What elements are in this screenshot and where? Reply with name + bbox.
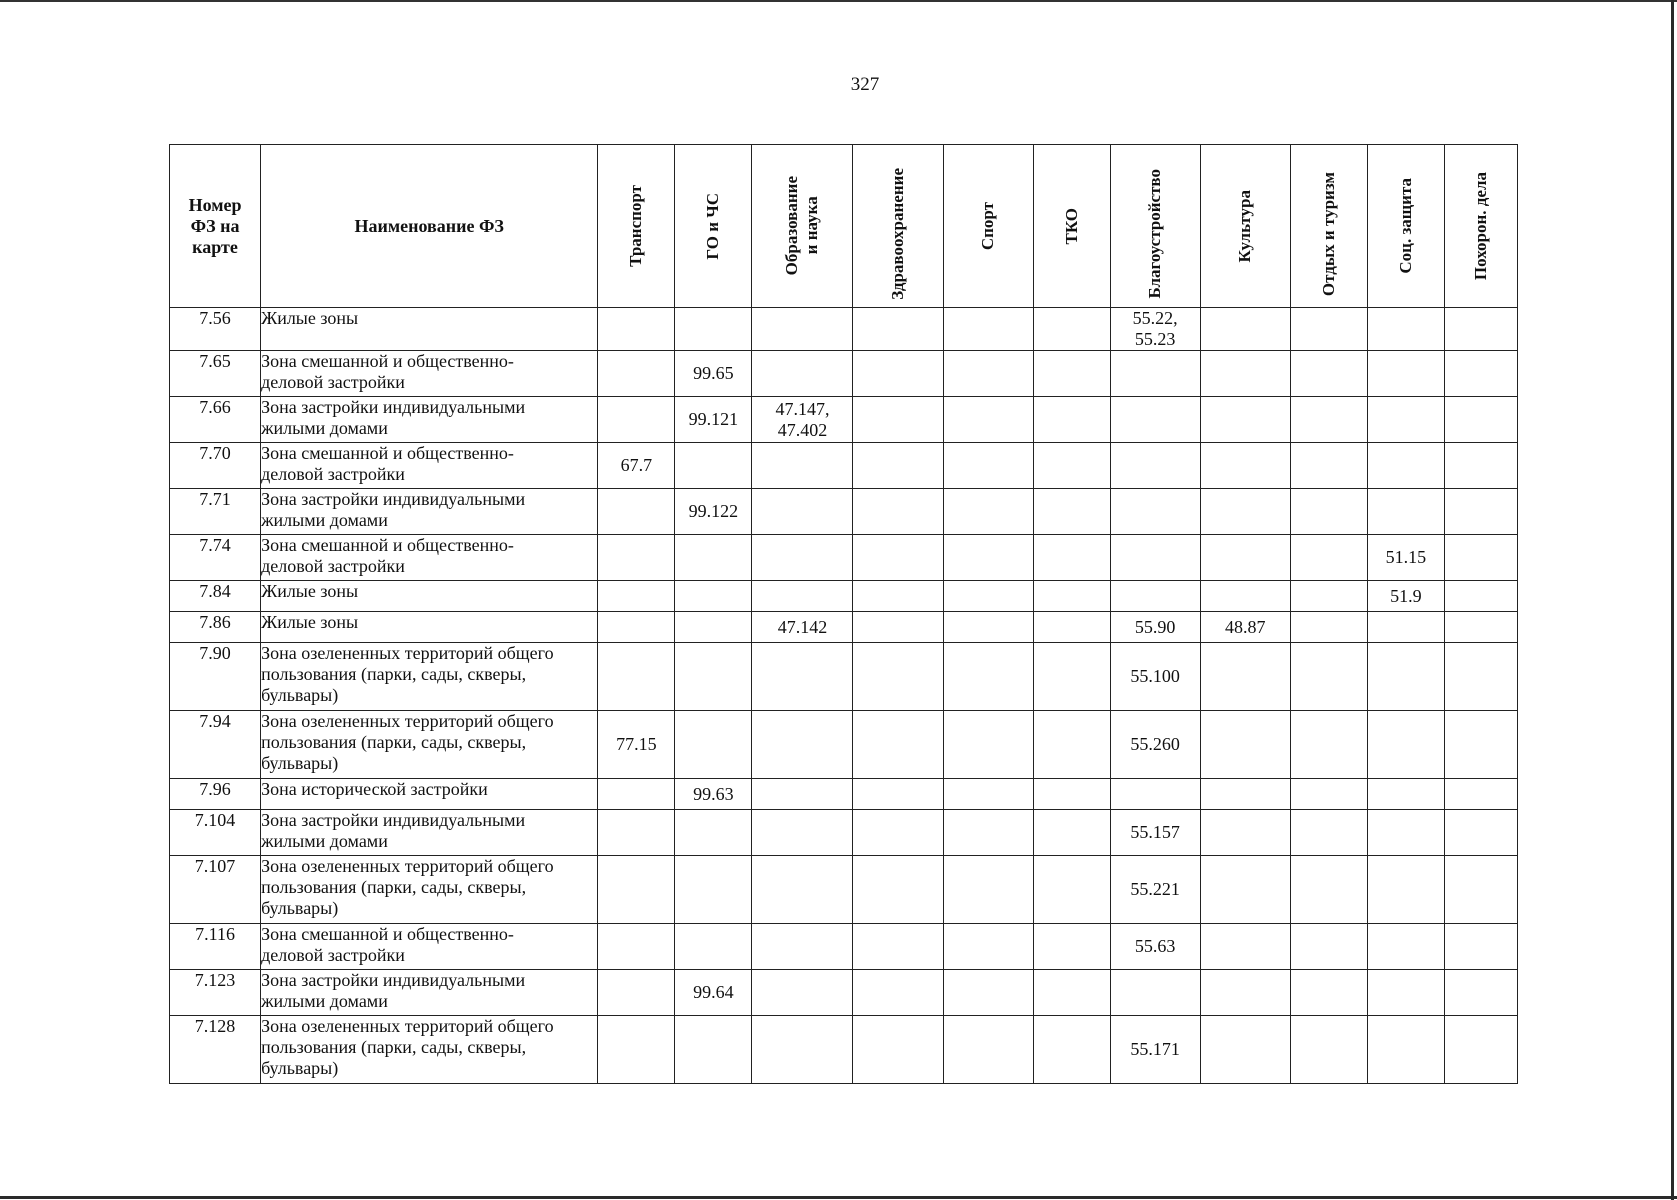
zone-number-cell: 7.123	[170, 970, 261, 1016]
value-cell	[752, 970, 853, 1016]
zone-name-line: Зона смешанной и общественно-	[261, 535, 514, 555]
value-cell	[1444, 779, 1517, 810]
value-cell	[853, 711, 943, 779]
value-cell	[1290, 351, 1367, 397]
value-cell	[1110, 581, 1200, 612]
value-cell	[1200, 535, 1290, 581]
zone-number-cell: 7.86	[170, 612, 261, 643]
value-cell	[1200, 308, 1290, 351]
value-cell	[1367, 711, 1444, 779]
value-cell: 47.142	[752, 612, 853, 643]
value-cell: 55.90	[1110, 612, 1200, 643]
value-cell	[1290, 856, 1367, 924]
zone-name-cell	[261, 924, 598, 970]
value-cell	[1367, 612, 1444, 643]
value-cell	[853, 535, 943, 581]
page-number: 327	[850, 74, 880, 95]
zone-name-cell	[261, 308, 598, 351]
zone-name-cell	[261, 1016, 598, 1084]
value-cell	[1033, 535, 1110, 581]
value-cell	[598, 779, 675, 810]
zone-name-cell	[261, 711, 598, 779]
value-cell	[675, 643, 752, 711]
value-cell	[1200, 711, 1290, 779]
zone-number-cell: 7.74	[170, 535, 261, 581]
value-cell	[943, 489, 1033, 535]
value-cell	[1200, 924, 1290, 970]
value-cell	[1444, 810, 1517, 856]
value-cell: 99.63	[675, 779, 752, 810]
value-cell	[1444, 581, 1517, 612]
value-cell	[943, 308, 1033, 351]
value-cell	[752, 779, 853, 810]
zone-name-line: Зона озелененных территорий общего	[261, 711, 554, 731]
value-cell	[1110, 443, 1200, 489]
zone-name-cell	[261, 779, 598, 810]
value-cell	[675, 581, 752, 612]
value-cell	[943, 711, 1033, 779]
value-cell	[1033, 856, 1110, 924]
header-map-number: Номер ФЗ на карте	[170, 145, 261, 308]
value-cell	[1110, 779, 1200, 810]
header-healthcare: Здравоохранение	[853, 145, 943, 308]
value-cell	[1367, 489, 1444, 535]
value-cell	[675, 443, 752, 489]
value-cell	[752, 643, 853, 711]
table-row	[170, 612, 1518, 643]
value-cell	[1110, 970, 1200, 1016]
value-cell	[1200, 443, 1290, 489]
zone-number-cell: 7.56	[170, 308, 261, 351]
zone-number-cell: 7.104	[170, 810, 261, 856]
zone-name-line: Зона застройки индивидуальными	[261, 397, 526, 417]
value-cell: 77.15	[598, 711, 675, 779]
zone-number-cell: 7.96	[170, 779, 261, 810]
zone-number-cell: 7.84	[170, 581, 261, 612]
value-cell: 51.9	[1367, 581, 1444, 612]
value-cell	[1110, 351, 1200, 397]
value-cell	[1200, 397, 1290, 443]
value-cell	[1290, 308, 1367, 351]
table-row	[170, 779, 1518, 810]
zone-name-line: Зона озелененных территорий общего	[261, 856, 554, 876]
value-cell: 99.64	[675, 970, 752, 1016]
zone-name-line: Жилые зоны	[261, 308, 359, 328]
value-cell	[853, 351, 943, 397]
zone-name-line: бульвары)	[261, 1058, 339, 1078]
value-cell	[1367, 856, 1444, 924]
value-cell	[752, 711, 853, 779]
zone-name-line: Зона смешанной и общественно-	[261, 924, 514, 944]
value-cell	[1200, 970, 1290, 1016]
header-funeral-services: Похорон. дела	[1444, 145, 1517, 308]
zone-name-cell	[261, 535, 598, 581]
value-cell: 48.87	[1200, 612, 1290, 643]
zone-name-cell	[261, 612, 598, 643]
value-cell	[1290, 443, 1367, 489]
value-cell	[1367, 924, 1444, 970]
value-cell	[1367, 397, 1444, 443]
value-cell	[1033, 643, 1110, 711]
zone-name-line: жилыми домами	[261, 510, 388, 530]
zone-number-cell: 7.70	[170, 443, 261, 489]
value-cell	[1200, 581, 1290, 612]
value-cell	[1290, 581, 1367, 612]
header-landscaping: Благоустройство	[1110, 145, 1200, 308]
value-cell	[1033, 1016, 1110, 1084]
zone-name-line: пользования (парки, сады, скверы,	[261, 732, 527, 752]
value-cell	[853, 970, 943, 1016]
zone-number-cell: 7.66	[170, 397, 261, 443]
value-cell	[1290, 970, 1367, 1016]
zone-name-line: Зона озелененных территорий общего	[261, 643, 554, 663]
value-cell	[853, 856, 943, 924]
value-cell	[1367, 351, 1444, 397]
zone-name-line: пользования (парки, сады, скверы,	[261, 877, 527, 897]
table-row	[170, 581, 1518, 612]
table-body	[170, 308, 1518, 1084]
value-cell	[1367, 443, 1444, 489]
value-cell: 67.7	[598, 443, 675, 489]
value-cell	[1367, 1016, 1444, 1084]
value-cell	[1444, 924, 1517, 970]
value-cell	[1444, 856, 1517, 924]
value-cell	[1444, 308, 1517, 351]
value-cell	[1367, 643, 1444, 711]
zone-name-line: пользования (парки, сады, скверы,	[261, 1037, 527, 1057]
value-cell	[943, 856, 1033, 924]
zone-name-line: жилыми домами	[261, 831, 388, 851]
value-cell	[1033, 779, 1110, 810]
zone-number-cell: 7.90	[170, 643, 261, 711]
value-cell	[1033, 443, 1110, 489]
value-cell	[675, 308, 752, 351]
value-cell	[675, 535, 752, 581]
value-cell	[1200, 643, 1290, 711]
value-cell	[1033, 970, 1110, 1016]
value-cell: 55.157	[1110, 810, 1200, 856]
value-cell	[853, 924, 943, 970]
value-line: 47.147,	[775, 398, 830, 419]
value-cell	[853, 612, 943, 643]
value-cell	[1033, 308, 1110, 351]
value-cell	[1290, 779, 1367, 810]
zone-name-line: деловой застройки	[261, 945, 405, 965]
value-cell	[598, 489, 675, 535]
value-cell	[1110, 308, 1200, 351]
value-cell	[943, 779, 1033, 810]
value-cell	[1290, 810, 1367, 856]
value-cell	[675, 924, 752, 970]
value-cell	[1200, 489, 1290, 535]
value-cell: 99.122	[675, 489, 752, 535]
value-cell	[598, 924, 675, 970]
value-cell	[1367, 810, 1444, 856]
value-cell	[853, 1016, 943, 1084]
zone-name-line: Жилые зоны	[261, 612, 359, 632]
header-social-protection: Соц. защита	[1367, 145, 1444, 308]
value-cell	[1033, 711, 1110, 779]
zone-name-line: Зона застройки индивидуальными	[261, 970, 526, 990]
zones-table	[169, 144, 1518, 1084]
value-line: 55.23	[1134, 329, 1176, 349]
value-cell	[675, 1016, 752, 1084]
value-cell	[1290, 643, 1367, 711]
value-cell	[943, 612, 1033, 643]
zone-name-line: Зона смешанной и общественно-	[261, 443, 514, 463]
zone-name-line: Зона застройки индивидуальными	[261, 489, 526, 509]
value-cell	[943, 535, 1033, 581]
value-cell	[752, 351, 853, 397]
zone-number-cell: 7.65	[170, 351, 261, 397]
value-cell	[1444, 643, 1517, 711]
zone-name-cell	[261, 810, 598, 856]
table-row	[170, 856, 1518, 924]
value-cell	[1290, 1016, 1367, 1084]
value-cell: 99.121	[675, 397, 752, 443]
value-cell	[943, 397, 1033, 443]
zone-name-line: Зона озелененных территорий общего	[261, 1016, 554, 1036]
value-cell	[943, 643, 1033, 711]
table-row	[170, 308, 1518, 351]
zone-number-cell: 7.116	[170, 924, 261, 970]
value-cell	[598, 535, 675, 581]
value-cell	[598, 1016, 675, 1084]
zone-name-line: деловой застройки	[261, 372, 405, 392]
zone-name-cell	[261, 443, 598, 489]
value-cell	[943, 443, 1033, 489]
value-cell	[853, 308, 943, 351]
value-cell	[943, 351, 1033, 397]
table-row	[170, 1016, 1518, 1084]
value-cell	[1444, 711, 1517, 779]
value-cell	[943, 1016, 1033, 1084]
zone-name-line: пользования (парки, сады, скверы,	[261, 664, 527, 684]
value-cell: 55.260	[1110, 711, 1200, 779]
value-cell	[598, 856, 675, 924]
value-cell	[752, 810, 853, 856]
value-cell	[598, 308, 675, 351]
value-cell	[598, 351, 675, 397]
value-cell	[752, 924, 853, 970]
zone-name-line: бульвары)	[261, 685, 339, 705]
value-cell	[598, 970, 675, 1016]
value-cell	[598, 397, 675, 443]
value-cell	[853, 779, 943, 810]
value-cell	[752, 1016, 853, 1084]
value-cell	[675, 856, 752, 924]
zone-name-cell	[261, 397, 598, 443]
value-cell	[1033, 924, 1110, 970]
table-row	[170, 351, 1518, 397]
value-cell	[1444, 489, 1517, 535]
zone-name-line: Жилые зоны	[261, 581, 359, 601]
value-cell	[1290, 924, 1367, 970]
value-cell	[853, 489, 943, 535]
value-cell	[598, 581, 675, 612]
value-cell	[1444, 443, 1517, 489]
value-cell	[1110, 489, 1200, 535]
table-row	[170, 970, 1518, 1016]
value-cell	[1367, 308, 1444, 351]
value-cell	[1200, 856, 1290, 924]
header-solid-waste: ТКО	[1033, 145, 1110, 308]
zone-number-cell: 7.71	[170, 489, 261, 535]
value-cell	[1200, 810, 1290, 856]
value-cell	[1290, 489, 1367, 535]
value-cell	[1110, 535, 1200, 581]
header-sport: Спорт	[943, 145, 1033, 308]
zone-number-cell: 7.94	[170, 711, 261, 779]
zone-number-cell: 7.128	[170, 1016, 261, 1084]
value-cell: 51.15	[1367, 535, 1444, 581]
value-cell	[1367, 779, 1444, 810]
zone-name-line: бульвары)	[261, 753, 339, 773]
value-cell	[1033, 397, 1110, 443]
value-cell	[943, 810, 1033, 856]
value-cell	[1033, 810, 1110, 856]
header-culture: Культура	[1200, 145, 1290, 308]
value-cell	[675, 612, 752, 643]
value-cell	[752, 489, 853, 535]
zone-number-cell: 7.107	[170, 856, 261, 924]
value-cell	[1200, 779, 1290, 810]
table-row	[170, 711, 1518, 779]
table-row	[170, 489, 1518, 535]
zone-name-line: жилыми домами	[261, 991, 388, 1011]
value-cell: 55.171	[1110, 1016, 1200, 1084]
value-cell	[1033, 489, 1110, 535]
value-cell	[1444, 1016, 1517, 1084]
value-cell	[1033, 351, 1110, 397]
zone-name-line: бульвары)	[261, 898, 339, 918]
value-cell	[752, 535, 853, 581]
table-row	[170, 810, 1518, 856]
value-cell	[1367, 970, 1444, 1016]
value-cell	[598, 643, 675, 711]
header-recreation: Отдых и туризм	[1290, 145, 1367, 308]
value-cell	[853, 397, 943, 443]
value-cell: 55.63	[1110, 924, 1200, 970]
value-cell	[598, 810, 675, 856]
value-cell	[598, 612, 675, 643]
zone-name-cell	[261, 643, 598, 711]
table-row	[170, 397, 1518, 443]
value-cell	[1444, 397, 1517, 443]
table-row	[170, 643, 1518, 711]
value-cell	[1444, 535, 1517, 581]
value-cell	[943, 581, 1033, 612]
value-cell	[943, 970, 1033, 1016]
value-cell	[1110, 397, 1200, 443]
zone-name-line: Зона застройки индивидуальными	[261, 810, 526, 830]
zone-name-line: деловой застройки	[261, 556, 405, 576]
value-cell	[1200, 1016, 1290, 1084]
scan-edge-right	[1671, 0, 1674, 1200]
value-cell	[752, 443, 853, 489]
value-cell: 99.65	[675, 351, 752, 397]
value-cell	[853, 643, 943, 711]
value-cell: 55.100	[1110, 643, 1200, 711]
header-transport: Транспорт	[598, 145, 675, 308]
value-cell	[1033, 581, 1110, 612]
zone-name-cell	[261, 351, 598, 397]
scan-edge-top	[0, 0, 1677, 2]
table-row	[170, 535, 1518, 581]
table-row	[170, 443, 1518, 489]
zone-name-cell	[261, 970, 598, 1016]
value-cell	[1033, 612, 1110, 643]
value-cell	[1444, 351, 1517, 397]
zone-name-line: Зона смешанной и общественно-	[261, 351, 514, 371]
value-cell	[752, 856, 853, 924]
value-cell	[752, 397, 853, 443]
value-cell	[1290, 397, 1367, 443]
zone-name-cell	[261, 489, 598, 535]
value-cell	[675, 810, 752, 856]
value-cell	[752, 308, 853, 351]
value-line: 47.402	[777, 419, 828, 440]
value-cell	[1444, 970, 1517, 1016]
header-zone-name: Наименование ФЗ	[261, 145, 598, 308]
zone-name-line: деловой застройки	[261, 464, 405, 484]
value-cell	[853, 810, 943, 856]
value-cell	[1444, 612, 1517, 643]
value-cell	[853, 443, 943, 489]
zone-name-line: жилыми домами	[261, 418, 388, 438]
zone-name-line: Зона исторической застройки	[261, 779, 488, 799]
table-row	[170, 924, 1518, 970]
scan-edge-bottom	[0, 1196, 1677, 1199]
value-cell	[1290, 535, 1367, 581]
header-education: Образование и наука	[752, 145, 853, 308]
zone-name-cell	[261, 856, 598, 924]
value-cell	[943, 924, 1033, 970]
value-cell	[1200, 351, 1290, 397]
value-cell	[853, 581, 943, 612]
value-cell	[1290, 612, 1367, 643]
value-cell	[675, 711, 752, 779]
value-cell: 55.221	[1110, 856, 1200, 924]
header-civil-defense: ГО и ЧС	[675, 145, 752, 308]
header-row	[170, 145, 1518, 308]
value-line: 55.22,	[1132, 308, 1178, 328]
value-cell	[1290, 711, 1367, 779]
value-cell	[752, 581, 853, 612]
zone-name-cell	[261, 581, 598, 612]
